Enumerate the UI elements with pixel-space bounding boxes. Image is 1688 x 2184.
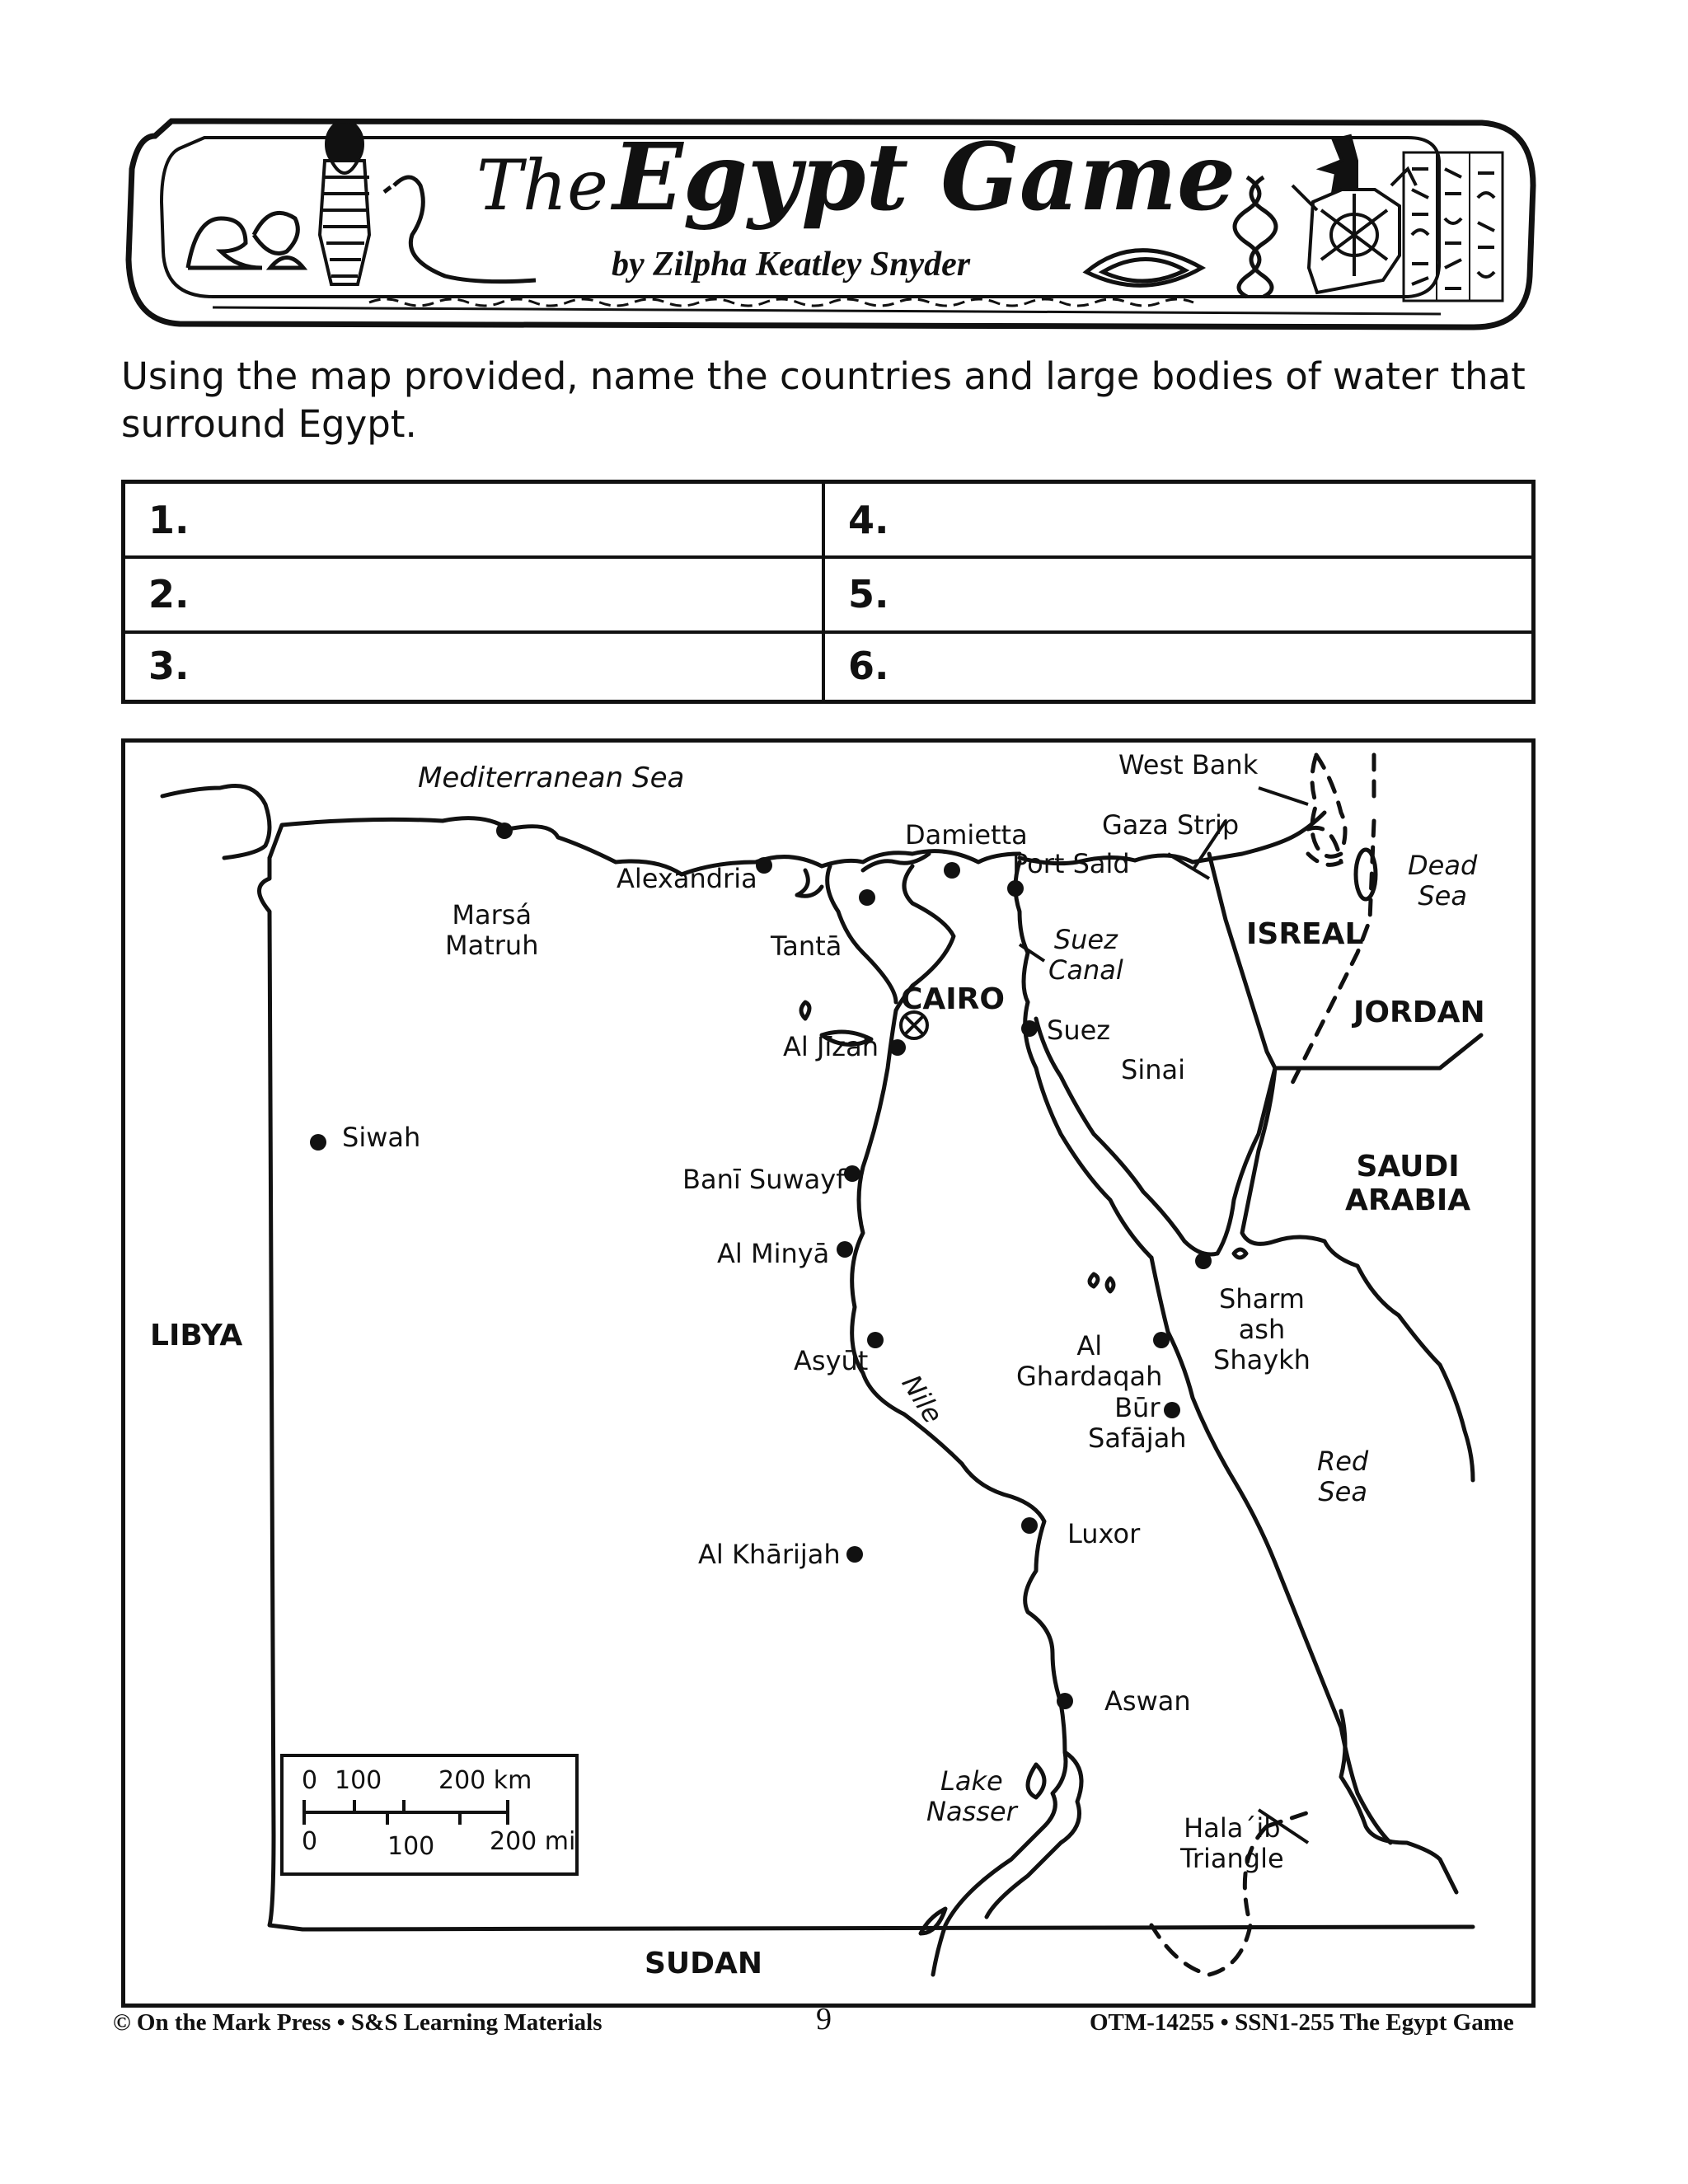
answer-number: 5. (848, 571, 889, 616)
label-dead-sea (1408, 851, 1477, 912)
answer-number: 6. (848, 644, 889, 688)
scale-km-0: 0 (302, 1766, 318, 1795)
footer-product-code: OTM-14255 • SSN1-255 The Egypt Game (1090, 2009, 1514, 2036)
answer-table (121, 480, 1536, 704)
label-sharm-ash-shaykh (1213, 1284, 1311, 1375)
label-ghardaqah-line2: Ghardaqah (1016, 1360, 1163, 1392)
label-al-minya: Al Minyā (717, 1238, 830, 1269)
label-al-kharijah: Al Khārijah (698, 1539, 841, 1570)
book-title-main: Egypt Game (612, 124, 1236, 232)
label-jordan: JORDAN (1353, 996, 1485, 1029)
label-bur-line2: Safājah (1088, 1422, 1187, 1454)
label-marsa-line1: Marsá (452, 899, 532, 930)
label-saudi-line1: SAUDI (1356, 1150, 1460, 1183)
book-title-prefix: The (476, 145, 608, 226)
suez-canal-pointer (1020, 944, 1044, 961)
label-bur-line1: Būr (1114, 1392, 1160, 1423)
west-bank-border (1312, 755, 1345, 856)
answer-number: 1. (148, 497, 190, 542)
label-halaib-triangle (1180, 1813, 1284, 1874)
answer-cell-2[interactable] (125, 557, 822, 630)
label-west-bank: West Bank (1118, 749, 1259, 780)
label-bani-suwayf: Banī Suwayf (682, 1164, 846, 1195)
label-cairo: CAIRO (901, 982, 1005, 1016)
mummy-glyph-icon (320, 121, 369, 284)
label-sharm-line1: Sharm (1218, 1283, 1305, 1315)
label-gaza-strip: Gaza Strip (1102, 809, 1240, 841)
label-suez: Suez (1047, 1015, 1111, 1046)
label-halaib-line2: Triangle (1180, 1842, 1284, 1874)
label-saudi-line2: ARABIA (1345, 1183, 1471, 1218)
answer-cell-3[interactable] (125, 632, 822, 700)
label-red-sea (1317, 1446, 1368, 1507)
scale-km-100: 100 (335, 1766, 382, 1795)
instructions-text: Using the map provided, name the countries and large bodies of water that surround Egypt. (121, 354, 1526, 446)
city-dot-al-minya (837, 1241, 853, 1258)
label-halaib-line1: Hala´ib (1184, 1812, 1281, 1844)
label-libya: LIBYA (150, 1319, 243, 1352)
label-nile: Nile (895, 1369, 950, 1429)
page-number: 9 (816, 2002, 832, 2036)
answer-number: 3. (148, 644, 190, 688)
label-lake-nasser-line2: Nasser (926, 1795, 1017, 1827)
lion-glyph-icon (188, 213, 303, 268)
label-tanta: Tantā (771, 930, 842, 962)
label-dead-sea-line2: Sea (1418, 879, 1467, 912)
label-aswan: Aswan (1104, 1685, 1191, 1717)
label-suez-canal-line1: Suez (1053, 924, 1118, 955)
answer-cell-1[interactable] (125, 484, 822, 555)
answer-cell-6[interactable] (825, 632, 1534, 700)
scale-mi-200: 200 mi (490, 1827, 576, 1856)
label-damietta: Damietta (905, 819, 1028, 851)
anubis-glyph-icon (1292, 136, 1416, 293)
answer-number: 4. (848, 497, 889, 542)
label-red-sea-line1: Red (1317, 1446, 1369, 1477)
eye-glyph-icon (1086, 251, 1202, 286)
city-dot-marsa (496, 823, 513, 839)
city-dot-siwah (310, 1134, 326, 1151)
city-dot-aswan (1057, 1693, 1073, 1709)
label-port-said: Port Said (1012, 848, 1130, 879)
label-red-sea-line2: Sea (1318, 1475, 1367, 1507)
city-dot-kharijah (846, 1546, 863, 1563)
city-dot-suez (1021, 1020, 1038, 1037)
rope-glyph-icon (1235, 177, 1276, 297)
west-bank-pointer (1259, 788, 1308, 804)
label-asyut: Asyūt (794, 1345, 869, 1376)
label-marsa-matruh (445, 900, 538, 961)
label-sharm-line3: Shaykh (1213, 1343, 1311, 1376)
label-suez-canal-line2: Canal (1048, 954, 1123, 986)
label-alexandria: Alexandria (617, 863, 757, 894)
title-banner (122, 111, 1536, 334)
map-scale (280, 1754, 579, 1876)
label-dead-sea-line1: Dead (1408, 850, 1478, 881)
scale-mi-100: 100 (387, 1832, 435, 1861)
sinai-east-border (1209, 854, 1275, 1068)
label-lake-nasser (926, 1766, 1017, 1827)
city-dot-sharm (1195, 1253, 1212, 1269)
scale-mi-0: 0 (302, 1827, 318, 1856)
label-bur-safajah (1088, 1393, 1187, 1454)
label-sharm-line2: ash (1238, 1313, 1286, 1345)
label-lake-nasser-line1: Lake (940, 1765, 1003, 1797)
label-sudan: SUDAN (645, 1947, 763, 1980)
label-saudi-arabia (1345, 1150, 1470, 1218)
city-dot-al-jizah (889, 1039, 906, 1056)
label-al-jizah: Al Jīzah (783, 1031, 879, 1062)
label-al-ghardaqah (1016, 1331, 1162, 1392)
label-ghardaqah-line1: Al (1076, 1330, 1103, 1361)
label-suez-canal (1048, 925, 1123, 986)
city-dot-asyut (867, 1332, 884, 1348)
city-dot-bani-suwayf (844, 1165, 860, 1182)
label-isreal: ISREAL (1246, 917, 1364, 951)
answer-cell-4[interactable] (825, 484, 1534, 555)
scale-km-200: 200 km (438, 1766, 532, 1795)
scale-bar (300, 1800, 514, 1825)
label-sinai: Sinai (1121, 1054, 1185, 1085)
libya-coastline (162, 786, 270, 859)
label-siwah: Siwah (342, 1122, 421, 1153)
label-luxor: Luxor (1067, 1518, 1141, 1549)
footer-copyright: © On the Mark Press • S&S Learning Materials (113, 2009, 603, 2036)
book-author: by Zilpha Keatley Snyder (612, 246, 971, 284)
answer-number: 2. (148, 571, 190, 616)
label-mediterranean-sea: Mediterranean Sea (418, 762, 685, 794)
city-dot-alexandria (756, 857, 772, 874)
gulf-of-aqaba (1217, 1068, 1275, 1254)
label-marsa-line2: Matruh (445, 929, 539, 961)
city-dot-tanta (859, 889, 875, 906)
city-dot-port-said (1007, 880, 1024, 897)
answer-cell-5[interactable] (825, 557, 1534, 630)
book-title (476, 124, 1236, 232)
city-dot-luxor (1021, 1517, 1038, 1534)
city-dot-damietta (944, 862, 960, 879)
